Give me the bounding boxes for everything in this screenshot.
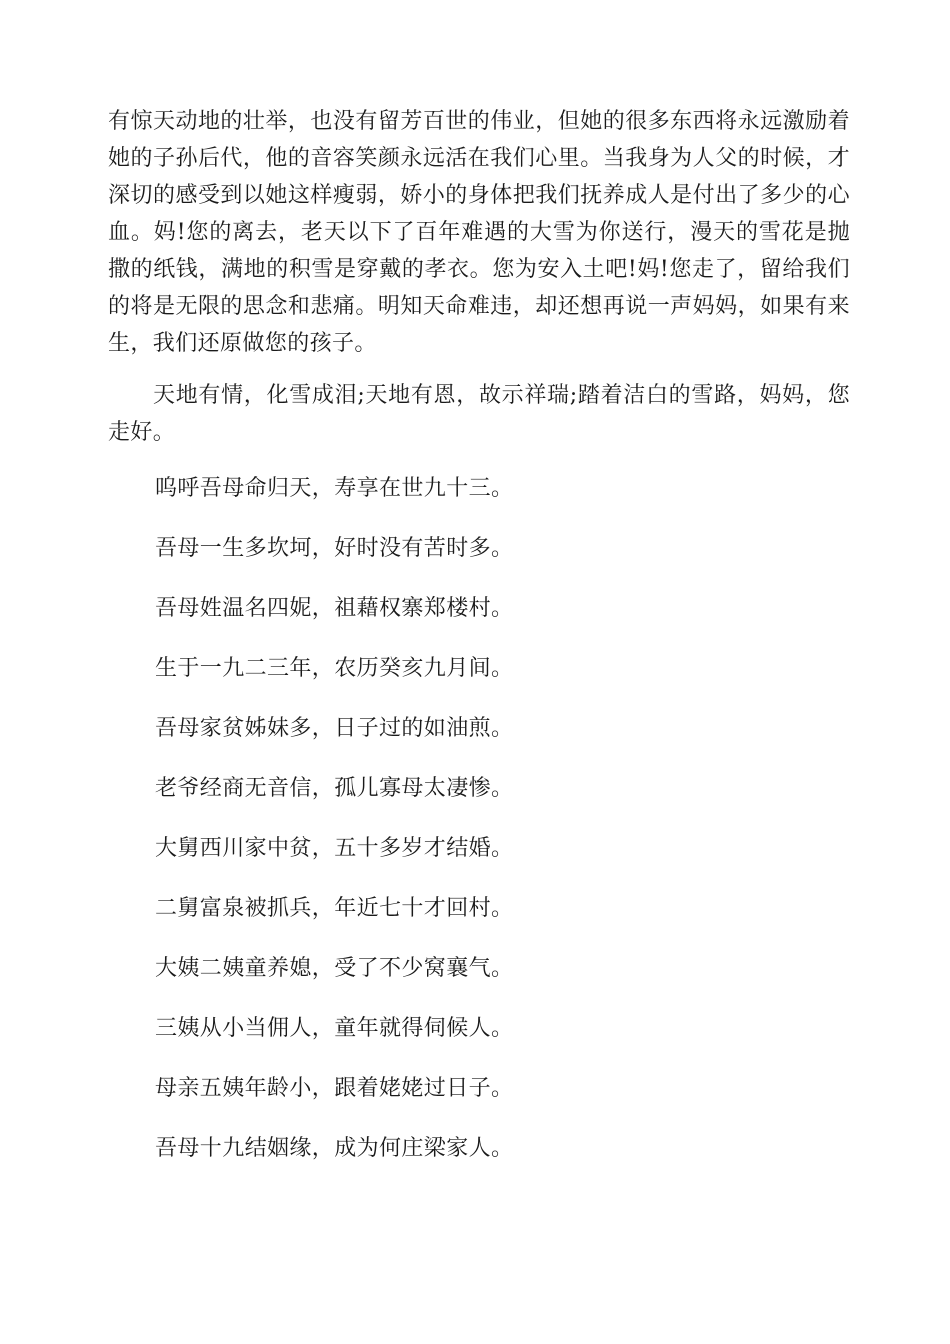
document-body [108, 103, 850, 1190]
verse-line: 老爷经商无音信，孤儿寡母太凄惨。 [155, 776, 514, 801]
verse-line: 二舅富泉被抓兵，年近七十才回村。 [155, 896, 514, 921]
paragraph: 天地有情，化雪成泪;天地有恩，故示祥瑞;踏着洁白的雪路，妈妈，您走好。 [108, 383, 850, 445]
verse-line: 母亲五姨年龄小，跟着姥姥过日子。 [155, 1076, 514, 1101]
verse-line: 生于一九二三年，农历癸亥九月间。 [155, 656, 514, 681]
verse-line: 吾母十九结姻缘，成为何庄梁家人。 [155, 1136, 514, 1161]
paragraph: 有惊天动地的壮举，也没有留芳百世的伟业，但她的很多东西将永远激励着她的子孙后代，他的音容笑颜永远活在我们心里。当我身为人父的时候，才深切的感受到以她这样瘦弱，娇小的身体把我们抚养成人是付出了多少的心血。妈!您的离去，老天以下了百年难遇的大雪为你送行，漫天的雪花是抛撒的纸钱，满地的积雪是穿戴的孝衣。您为安入土吧!妈!您走了，留给我们的将是无限的思念和悲痛。明知天命难违，却还想再说一声妈妈，如果有来生，我们还原做您的孩子。 [108, 109, 850, 356]
verse-line: 大姨二姨童养媳，受了不少窝襄气。 [155, 956, 514, 981]
verse-line: 三姨从小当佣人，童年就得伺候人。 [155, 1016, 514, 1041]
verse-list [108, 470, 850, 1167]
verse-line: 吾母家贫姊妹多，日子过的如油煎。 [155, 716, 514, 741]
verse-line: 大舅西川家中贫，五十多岁才结婚。 [155, 836, 514, 861]
verse-line: 吾母一生多坎坷，好时没有苦时多。 [155, 536, 514, 561]
verse-line: 吾母姓温名四妮，祖藉权寨郑楼村。 [155, 596, 514, 621]
verse-line: 呜呼吾母命归天，寿享在世九十三。 [155, 476, 514, 501]
